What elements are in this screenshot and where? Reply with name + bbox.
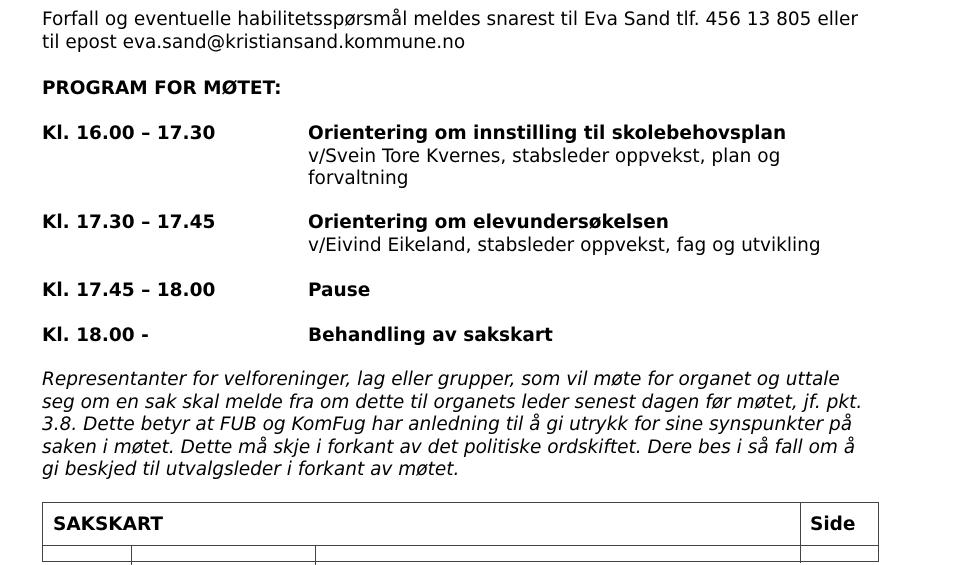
- column-divider: [800, 503, 801, 563]
- program-description: [308, 123, 868, 191]
- intro-paragraph: [42, 9, 922, 54]
- program-description: [308, 212, 868, 257]
- program-description: [308, 325, 868, 348]
- note-line: 3.8. Dette betyr at FUB og KomFug har anledning til å gi utrykk for sine synspunkter på: [42, 414, 853, 435]
- column-divider: [315, 545, 316, 565]
- program-title: Pause: [308, 280, 371, 301]
- program-title: Orientering om elevundersøkelsen: [308, 212, 669, 233]
- note-line: gi beskjed til utvalgsleder i forkant av møtet.: [42, 459, 460, 480]
- program-detail: v/Eivind Eikeland, stabsleder oppvekst, fag og utvikling: [308, 234, 821, 256]
- program-time: Kl. 16.00 – 17.30: [42, 123, 216, 144]
- program-title: Behandling av sakskart: [308, 325, 553, 346]
- program-time: Kl. 18.00 -: [42, 325, 149, 346]
- agenda-header-side: Side: [810, 514, 856, 535]
- note-line: saken i møtet. Dette må skje i forkant av det politiske ordskiftet. Dere bes i så fall om å: [42, 436, 856, 458]
- intro-line: Forfall og eventuelle habilitetsspørsmål meldes snarest til Eva Sand tlf. 456 13 805 eller: [42, 9, 858, 30]
- representatives-note: [42, 369, 902, 482]
- note-line: seg om en sak skal melde fra om dette til organets leder senest dagen før møtet, jf. pkt.: [42, 391, 863, 413]
- program-detail: forvaltning: [308, 168, 409, 189]
- note-line: Representanter for velforeninger, lag eller grupper, som vil møte for organet og uttale: [42, 369, 840, 390]
- program-heading: PROGRAM FOR MØTET:: [42, 78, 282, 99]
- row-divider: [43, 545, 878, 546]
- agenda-table: [42, 502, 879, 562]
- program-time: Kl. 17.45 – 18.00: [42, 280, 216, 301]
- program-detail: v/Svein Tore Kvernes, stabsleder oppvekst, plan og: [308, 145, 781, 167]
- program-time: Kl. 17.30 – 17.45: [42, 212, 216, 233]
- program-title: Orientering om innstilling til skolebehovsplan: [308, 123, 787, 144]
- agenda-header-sakskart: SAKSKART: [53, 514, 163, 535]
- column-divider: [131, 545, 132, 565]
- intro-line: til epost eva.sand@kristiansand.kommune.no: [42, 31, 466, 53]
- program-description: [308, 280, 868, 303]
